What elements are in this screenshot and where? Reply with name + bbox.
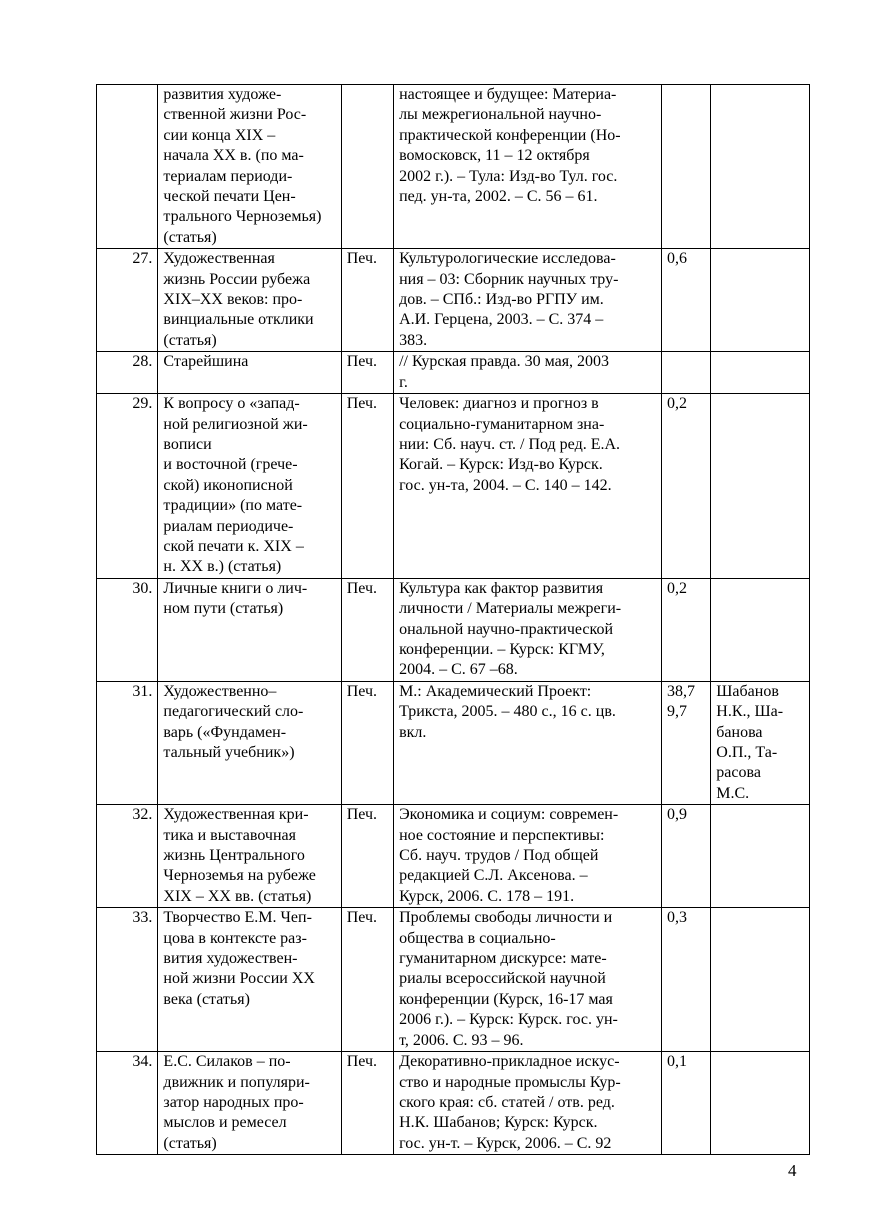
publications-table bbox=[96, 84, 810, 1155]
publication-coauthors bbox=[711, 394, 810, 579]
row-number: 31. bbox=[97, 681, 158, 804]
table-row bbox=[97, 85, 810, 249]
publication-volume: 0,2 bbox=[661, 394, 710, 579]
publication-coauthors bbox=[711, 578, 810, 681]
table-row bbox=[97, 352, 810, 394]
publication-volume: 0,6 bbox=[661, 249, 710, 352]
table-row bbox=[97, 805, 810, 908]
publication-coauthors bbox=[711, 908, 810, 1052]
publication-volume: 0,3 bbox=[661, 908, 710, 1052]
publication-form: Печ. bbox=[341, 805, 393, 908]
publication-form: Печ. bbox=[341, 578, 393, 681]
publication-title: Е.С. Силаков – по- движник и популяри- затор народных про- мыслов и ремесел (статья) bbox=[158, 1052, 341, 1155]
publication-title: развития художе- ственной жизни Рос- сии конца XIX – начала XX в. (по ма- териалам периоди- ческой печати Цен- трального Черноземья) (статья) bbox=[158, 85, 341, 249]
publication-source: настоящее и будущее: Материа- лы межрегиональной научно- практической конференции (Но- вомосковск, 11 – 12 октября 2002 г.). – Тула: Изд-во Тул. гос. пед. ун-та, 2002. – С. 56 – 61. bbox=[394, 85, 662, 249]
publication-volume: 0,9 bbox=[661, 805, 710, 908]
publication-title: Творчество Е.М. Чеп- цова в контексте раз- вития художествен- ной жизни России XX века (статья) bbox=[158, 908, 341, 1052]
row-number: 33. bbox=[97, 908, 158, 1052]
publication-source: Культура как фактор развития личности / Материалы межреги- ональной научно-практической конференции. – Курск: КГМУ, 2004. – С. 67 –68. bbox=[394, 578, 662, 681]
row-number: 27. bbox=[97, 249, 158, 352]
row-number bbox=[97, 85, 158, 249]
table-row bbox=[97, 908, 810, 1052]
table-row bbox=[97, 578, 810, 681]
publication-coauthors bbox=[711, 249, 810, 352]
row-number: 32. bbox=[97, 805, 158, 908]
publication-source: Проблемы свободы личности и общества в социально- гуманитарном дискурсе: мате- риалы всероссийской научной конференции (Курск, 16-17 мая 2006 г.). – Курск: Курск. гос. ун- т, 2006. С. 93 – 96. bbox=[394, 908, 662, 1052]
publication-title: Художественная кри- тика и выставочная жизнь Центрального Черноземья на рубеже XIX – XX вв. (статья) bbox=[158, 805, 341, 908]
publication-form: Печ. bbox=[341, 681, 393, 804]
table-row bbox=[97, 394, 810, 579]
publication-coauthors bbox=[711, 1052, 810, 1155]
publication-coauthors: Шабанов Н.К., Ша- банова О.П., Та- расова М.С. bbox=[711, 681, 810, 804]
publication-title: Старейшина bbox=[158, 352, 341, 394]
publication-coauthors bbox=[711, 85, 810, 249]
publication-form: Печ. bbox=[341, 352, 393, 394]
publication-source: // Курская правда. 30 мая, 2003 г. bbox=[394, 352, 662, 394]
publication-form bbox=[341, 85, 393, 249]
publication-source: Культурологические исследова- ния – 03: Сборник научных тру- дов. – СПб.: Изд-во РГПУ им. А.И. Герцена, 2003. – С. 374 – 383. bbox=[394, 249, 662, 352]
row-number: 34. bbox=[97, 1052, 158, 1155]
publication-volume bbox=[661, 352, 710, 394]
row-number: 29. bbox=[97, 394, 158, 579]
table-row bbox=[97, 681, 810, 804]
publication-form: Печ. bbox=[341, 908, 393, 1052]
row-number: 30. bbox=[97, 578, 158, 681]
publication-form: Печ. bbox=[341, 249, 393, 352]
publication-form: Печ. bbox=[341, 1052, 393, 1155]
publication-coauthors bbox=[711, 805, 810, 908]
publication-source: Декоративно-прикладное искус- ство и народные промыслы Кур- ского края: сб. статей / отв. ред. Н.К. Шабанов; Курск: Курск. гос. ун-т. – Курск, 2006. – С. 92 bbox=[394, 1052, 662, 1155]
table-row bbox=[97, 1052, 810, 1155]
publication-volume bbox=[661, 85, 710, 249]
publication-source: М.: Академический Проект: Трикста, 2005. – 480 с., 16 с. цв. вкл. bbox=[394, 681, 662, 804]
publication-volume: 0,1 bbox=[661, 1052, 710, 1155]
publication-volume: 0,2 bbox=[661, 578, 710, 681]
page-number: 4 bbox=[788, 1161, 797, 1180]
publication-source: Экономика и социум: современ- ное состояние и перспективы: Сб. науч. трудов / Под общей редакцией С.Л. Аксенова. – Курск, 2006. С. 178 – 191. bbox=[394, 805, 662, 908]
publication-volume: 38,7 9,7 bbox=[661, 681, 710, 804]
table-row bbox=[97, 249, 810, 352]
publication-title: Художественная жизнь России рубежа XIX–XX веков: про- винциальные отклики (статья) bbox=[158, 249, 341, 352]
publication-source: Человек: диагноз и прогноз в социально-гуманитарном зна- нии: Сб. науч. ст. / Под ред. Е.А. Когай. – Курск: Изд-во Курск. гос. ун-та, 2004. – С. 140 – 142. bbox=[394, 394, 662, 579]
publication-coauthors bbox=[711, 352, 810, 394]
publication-title: К вопросу о «запад- ной религиозной жи- вописи и восточной (грече- ской) иконописной традиции» (по мате- риалам периодиче- ской печати к. XIX – н. XX в.) (статья) bbox=[158, 394, 341, 579]
publication-title: Личные книги о лич- ном пути (статья) bbox=[158, 578, 341, 681]
publication-form: Печ. bbox=[341, 394, 393, 579]
row-number: 28. bbox=[97, 352, 158, 394]
publication-title: Художественно– педагогический сло- варь («Фундамен- тальный учебник») bbox=[158, 681, 341, 804]
